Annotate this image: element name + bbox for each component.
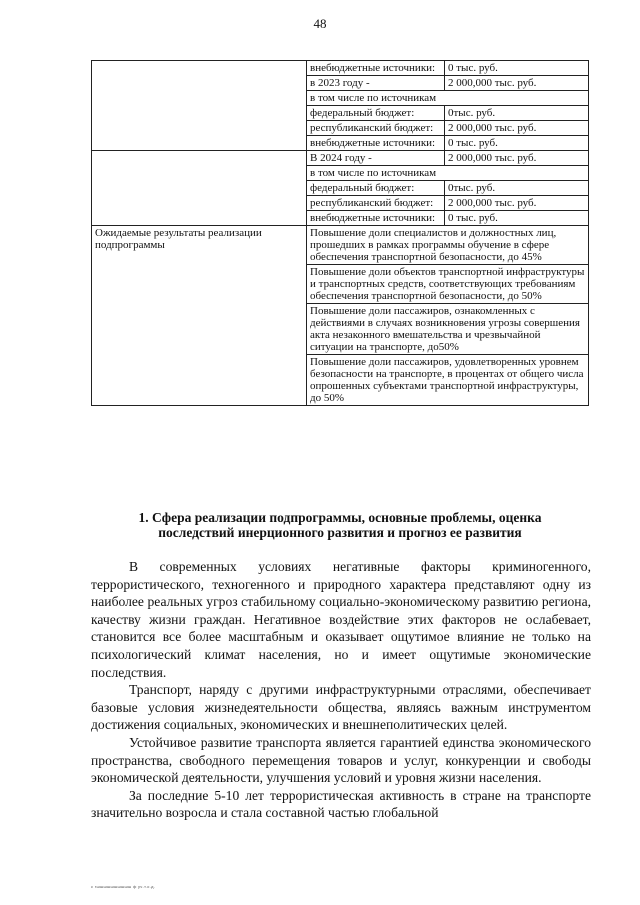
results-cell	[307, 226, 589, 406]
empty-label-cell	[92, 151, 307, 226]
funding-table-2023	[307, 61, 588, 150]
funding-line	[307, 166, 588, 181]
paragraph: Устойчивое развитие транспорта является гарантией единства экономического пространства, свободного перемещения товаров и услуг, конкуренции и свободы экономической деятельности, улучшения условий и уровня жизни населения.	[91, 734, 591, 786]
funding-line	[307, 106, 588, 121]
funding-span: в том числе по источникам	[307, 166, 588, 181]
funding-line	[307, 151, 588, 166]
empty-label-cell	[92, 61, 307, 151]
funding-key: республиканский бюджет:	[307, 121, 445, 136]
funding-value: 2 000,000 тыс. руб.	[445, 151, 589, 166]
funding-line	[307, 91, 588, 106]
funding-cell	[307, 151, 589, 226]
funding-key: внебюджетные источники:	[307, 136, 445, 151]
funding-value: 2 000,000 тыс. руб.	[445, 76, 589, 91]
paragraph: В современных условиях негативные факторы криминогенного, террористического, техногенного и природного характера представляют одну из наиболее реальных угроз стабильному социально-экономическому развитию региона, качеству жизни граждан. Негативное воздействие этих факторов не ослабевает, становится все более масштабным и оказывает ощутимое влияние не только на психологический климат населения, но и имеет ощутимые экономические последствия.	[91, 559, 591, 680]
paragraph: За последние 5-10 лет террористическая активность в стране на транспорте значительно возросла и стала составной частью глобальной	[91, 787, 591, 821]
result-item: Повышение доли объектов транспортной инфраструктуры и транспортных средств, соответствующих требованиям обеспечения транспортной безопасности, до 50%	[307, 265, 588, 304]
results-row	[92, 226, 589, 406]
funding-cell	[307, 61, 589, 151]
funding-line	[307, 196, 588, 211]
funding-line	[307, 136, 588, 151]
funding-key: федеральный бюджет:	[307, 181, 445, 196]
section-heading: 1. Сфера реализации подпрограммы, основные проблемы, оценка последствий инерционного развития и прогноз ее развития	[138, 510, 542, 540]
funding-line	[307, 211, 588, 226]
funding-line	[307, 121, 588, 136]
paragraph: Транспорт, наряду с другими инфраструктурными отраслями, обеспечивает базовые условия жизнедеятельности общества, являясь важным инструментом достижения социальных, экономических и внешнеполитических целей.	[91, 682, 591, 733]
result-item: Повышение доли пассажиров, ознакомленных с действиями в случаях возникновения угрозы совершения акта незаконного вмешательства и чрезвычайной ситуации на транспорте, до50%	[307, 304, 588, 355]
funding-value: 0 тыс. руб.	[448, 212, 498, 224]
page-number: 48	[313, 16, 327, 31]
result-item: Повышение доли специалистов и должностных лиц, прошедших в рамках программы обучение в сфере обеспечения транспортной безопасности, до 45%	[307, 226, 588, 265]
funding-value: 0тыс. руб.	[445, 181, 589, 196]
funding-key: республиканский бюджет:	[307, 196, 445, 211]
funding-value: 2 000,000 тыс. руб.	[445, 121, 589, 136]
body-text	[91, 558, 591, 822]
funding-line	[307, 76, 588, 91]
funding-table-2024	[307, 151, 588, 225]
funding-key: внебюджетные источники:	[307, 211, 445, 226]
funding-span: в том числе по источникам	[307, 91, 588, 106]
funding-line	[307, 181, 588, 196]
funding-value: 2 000,000 тыс. руб.	[445, 196, 589, 211]
funding-row-2024	[92, 151, 589, 226]
funding-value: 0тыс. руб.	[445, 106, 589, 121]
funding-value: 0 тыс. руб.	[445, 61, 589, 76]
funding-key: в 2023 году -	[307, 76, 445, 91]
funding-row-2023	[92, 61, 589, 151]
funding-value: 0 тыс. руб.	[448, 137, 498, 149]
funding-line	[307, 61, 588, 76]
result-item: Повышение доли пассажиров, удовлетворенных уровнем безопасности на транспорте, в процентах от общего числа опрошенных субъектами транспортной инфраструктуры, до 50%	[310, 356, 584, 404]
results-label: Ожидаемые результаты реализации подпрограммы	[92, 226, 307, 406]
footer-note: с гшшшшшшшшшш ф уч.т.о.д.	[91, 884, 156, 889]
funding-key: федеральный бюджет:	[307, 106, 445, 121]
funding-key: внебюджетные источники:	[307, 61, 445, 76]
funding-key: В 2024 году -	[307, 151, 445, 166]
program-passport-table	[91, 60, 589, 406]
